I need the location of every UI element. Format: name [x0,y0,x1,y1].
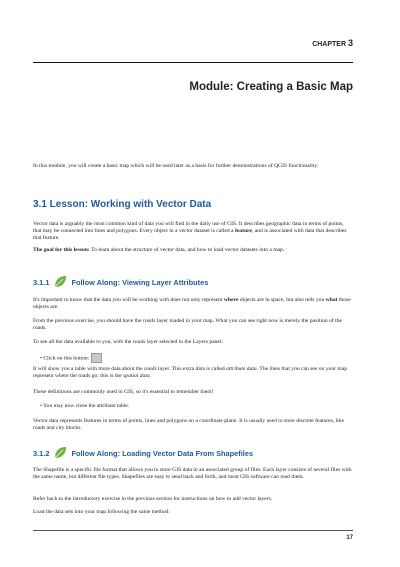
section-3-1-2-title: Follow Along: Loading Vector Data From Shapefiles [71,448,254,458]
page-number: 17 [346,535,353,541]
section-3-1-1-heading [33,275,208,289]
section-3-1-1-number: 3.1.1 [33,277,50,287]
s1-p3-a: To see all the data available to you, with the [33,339,133,345]
lesson-text-feature: feature [234,228,252,235]
bullet-dot: • [40,403,42,409]
attributes-paragraph-5: These definitions are commonly used in GIS, so it's essential to remember them! [33,389,214,395]
lesson-paragraph [33,221,353,243]
shapefile-paragraph-3: Load the data sets into your map following the same method: [33,509,171,515]
bullet-item-click-button [40,353,102,363]
s1-p1-e: those objects are. [33,297,351,311]
lesson-text-c: , and is associated with data that describes that feature. [33,228,347,242]
s1-p4-g: . [149,373,152,380]
leaf-icon [53,446,67,460]
s1-p4-attribute-data: attribute data [226,366,257,372]
intro-paragraph: In this module, you will create a basic map which will be used later as a basis for further demonstrations of QGIS functionality. [33,163,319,169]
attributes-paragraph-6: Vector data represents features in terms of points, lines and polygons on a coordinate plane. It is usually used to store discrete features, like roads and city blocks. [33,418,344,432]
s1-p4-spatial-data: spatial data [123,373,150,380]
attributes-paragraph-1 [33,297,353,311]
bullet-text-close: You may now close the attribute table. [43,403,130,409]
goal-text: To learn about the structure of vector data, and how to load vector datasets into a map. [89,247,285,253]
s1-p1-a: It's important to know that the data you will be working with does not only represent [33,297,224,303]
s1-p2-roads: roads [142,318,156,324]
attribute-table-button-icon[interactable] [91,353,102,363]
s1-p3-c: layer selected in the Layers panel: [145,339,223,345]
chapter-rule [33,62,353,63]
bullet-dot: • [40,355,42,362]
s1-p4-e: . The lines that you can see on your map represent where the roads go; this is the [33,366,348,380]
s1-p1-where: where [223,297,239,303]
s1-p2-c: layer loaded in your map. What you can see right now is merely the position of the roads. [33,318,343,332]
s1-p4-roads: roads [144,366,157,372]
section-3-1-2-number: 3.1.2 [33,448,50,458]
bullet-text-click: Click on this button: [43,355,90,362]
shapefile-paragraph-1: The Shapefile is a specific file format that allows you to store GIS data in an associated group of files. Each layer consists of several files with the same name, but different file types. Shapefiles are easy to send back and forth, and most GIS software can read them. [33,467,352,481]
s1-p3-roads: roads [132,339,146,345]
lesson-text-a: Vector data is arguably the most common kind of data you will find in the daily use of GIS. It describes geographic data in terms of points, that may be connected into lines and polygons. Every object in a vector dataset is called a [33,221,344,235]
module-title: Module: Creating a Basic Map [189,81,353,93]
shapefile-paragraph-2: Refer back to the introductory exercise in the previous section for instructions on how to add vector layers. [33,496,273,502]
s1-p4-c: layer. This extra data is called [156,366,227,372]
chapter-label [312,38,353,48]
section-3-1-1-title: Follow Along: Viewing Layer Attributes [71,277,209,287]
s1-p1-c: objects are in space, but also tells you [238,297,326,303]
leaf-icon [53,275,67,289]
footer-rule [33,530,353,531]
goal-label: The goal for this lesson: [33,247,90,253]
attributes-paragraph-2 [33,318,353,332]
lesson-heading: 3.1 Lesson: Working with Vector Data [33,199,212,210]
attributes-paragraph-4 [33,366,353,380]
chapter-number: 3 [347,38,353,48]
bullet-item-close-table [40,403,129,409]
section-3-1-2-heading [33,446,253,460]
s1-p2-a: From the previous exercise, you should have the [33,318,143,324]
attributes-paragraph-3 [33,339,353,346]
s1-p1-what: what [325,297,338,303]
chapter-word: CHAPTER [312,41,347,48]
lesson-goal [33,247,353,254]
s1-p4-a: It will show you a table with more data about the [33,366,145,372]
